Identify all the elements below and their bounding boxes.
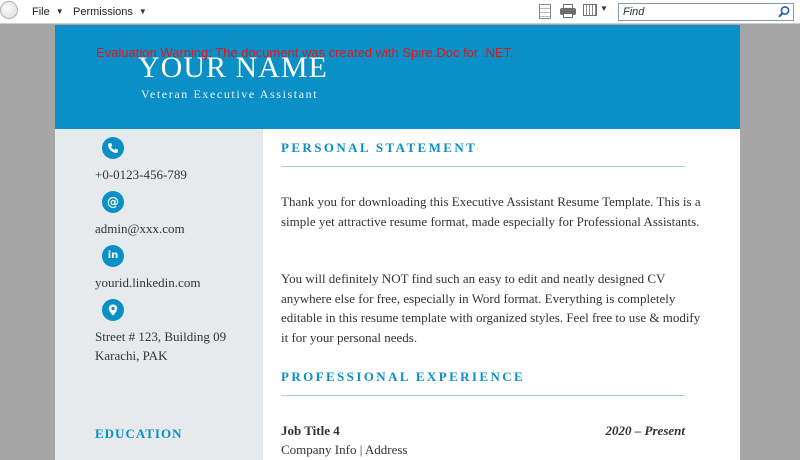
contact-address-line1: Street # 123, Building 09 <box>95 329 227 344</box>
resume-main <box>263 129 740 460</box>
find-input[interactable] <box>623 5 773 19</box>
search-icon[interactable] <box>777 5 791 19</box>
linkedin-icon: in <box>102 245 124 267</box>
job-company: Company Info | Address <box>281 442 408 457</box>
resume-header <box>55 25 740 129</box>
statement-paragraph-2: You will definitely NOT find such an easy to edit and neatly designed CV anywhere else for free, especially in Word format. Everything is completely editable in this resume template with organized styles. Feel free to use & modify it for your personal needs. <box>281 271 701 345</box>
page-view-icon[interactable] <box>539 4 551 19</box>
caret-down-icon: ▼ <box>55 7 64 16</box>
job-title: Job Title 4 <box>281 423 340 438</box>
printer-icon[interactable] <box>560 4 576 18</box>
section-divider <box>281 395 685 396</box>
permissions-menu[interactable] <box>73 0 147 24</box>
file-menu[interactable] <box>32 0 64 24</box>
contact-address-line2: Karachi, PAK <box>95 348 168 363</box>
file-menu-label: File <box>32 6 50 18</box>
contact-email: admin@xxx.com <box>95 221 185 236</box>
globe-logo-icon <box>0 1 18 19</box>
education-heading: EDUCATION <box>95 426 183 441</box>
viewer-toolbar <box>0 0 800 24</box>
contact-linkedin: yourid.linkedin.com <box>95 275 201 290</box>
evaluation-warning: Evaluation Warning: The document was created with Spire.Doc for .NET. <box>96 45 514 60</box>
permissions-menu-label: Permissions <box>73 6 133 18</box>
job-dates: 2020 – Present <box>605 423 685 438</box>
find-box <box>618 3 794 21</box>
document-page <box>55 25 740 460</box>
caret-down-icon[interactable]: ▼ <box>600 4 608 13</box>
caret-down-icon: ▼ <box>138 7 147 16</box>
resume-name: YOUR NAME <box>138 51 328 84</box>
viewer-background <box>745 25 800 460</box>
phone-icon <box>102 137 124 159</box>
contact-phone: +0-0123-456-789 <box>95 167 187 182</box>
location-pin-icon <box>102 299 124 321</box>
resume-sidebar <box>55 129 263 460</box>
at-sign-icon: @ <box>102 191 124 213</box>
keyboard-icon[interactable] <box>583 4 597 16</box>
professional-experience-heading: PROFESSIONAL EXPERIENCE <box>281 369 526 384</box>
personal-statement-heading: PERSONAL STATEMENT <box>281 140 478 155</box>
statement-paragraph-1: Thank you for downloading this Executive Assistant Resume Template. This is a simple yet attractive resume format, made especially for Professional Assistants. <box>281 194 701 229</box>
resume-subtitle: Veteran Executive Assistant <box>141 87 319 101</box>
section-divider <box>281 166 685 167</box>
